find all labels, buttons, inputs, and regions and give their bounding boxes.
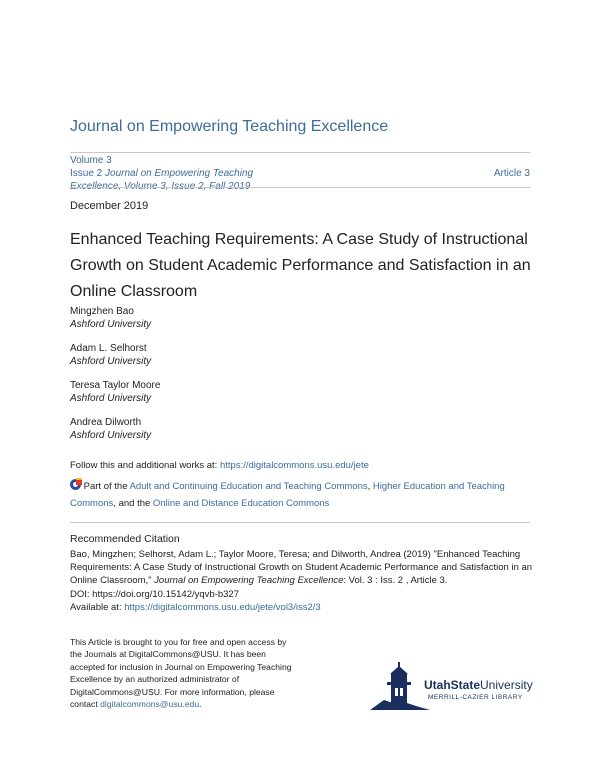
footer-text: This Article is brought to you for free and open access by the Journals at DigitalCommons@USU. It has been accepted for inclusion in Journal on Empowering Teaching Excellence by an authorized administrator of DigitalCommons@USU. For more information, please contact [70,637,292,710]
author-affiliation: Ashford University [70,356,152,367]
volume-link[interactable]: Volume 3 [70,155,112,166]
author-name: Andrea Dilworth [70,417,142,428]
available-link[interactable]: https://digitalcommons.usu.edu/jete/vol3/iss2/3 [124,601,321,613]
journal-title-link[interactable]: Journal on Empowering Teaching Excellence [70,118,389,135]
article-number: Article 3 [493,168,530,179]
article-title: Enhanced Teaching Requirements: A Case Study of Instructional Growth on Student Academic Performance and Satisfaction in an Online Classroom [70,231,531,300]
author-name: Teresa Taylor Moore [70,380,161,391]
citation [70,548,540,614]
logo-name: UtahStateUniversity [424,678,533,692]
issue-title-line1[interactable]: Journal on Empowering Teaching [105,168,254,179]
commons-link[interactable]: Adult and Continuing Education and Teaching Commons [129,481,368,492]
contact-email-link[interactable]: digitalcommons@usu.edu [100,699,200,710]
footer-notice [70,636,295,710]
doi: DOI: https://doi.org/10.15142/yqvb-b327 [70,588,239,600]
citation-heading: Recommended Citation [70,533,180,545]
commons-link[interactable]: Online and Distance Education Commons [152,498,330,509]
follow-link[interactable]: https://digitalcommons.usu.edu/jete [219,460,369,471]
author-name: Mingzhen Bao [70,306,134,317]
authors-list [70,305,160,453]
citation-journal: Journal on Empowering Teaching Excellence [154,575,344,587]
author-affiliation: Ashford University [70,319,152,330]
follow-label: Follow this and additional works at: [70,460,220,471]
follow-line [70,460,369,471]
separator: , [367,481,373,492]
separator: , and the [113,498,153,509]
available-label: Available at: [70,601,125,613]
logo-subtitle: MERRILL-CAZIER LIBRARY [428,694,523,701]
part-of-line [70,478,540,512]
divider [70,522,530,523]
author [70,305,160,342]
divider [70,187,530,188]
issue-link[interactable]: Issue 2 [70,168,103,179]
citation-tail: : Vol. 3 : Iss. 2 , Article 3. [343,575,448,587]
author-affiliation: Ashford University [70,430,152,441]
publication-date: December 2019 [70,200,149,212]
author-affiliation: Ashford University [70,393,152,404]
commons-link[interactable]: Higher Education and Teaching Commons [70,481,505,509]
author [70,416,160,453]
part-of-label: Part of the [83,481,130,492]
author [70,379,160,416]
footer-end: . [199,699,202,710]
divider [70,152,530,153]
usu-library-logo [370,660,535,710]
citation-text: Bao, Mingzhen; Selhorst, Adam L.; Taylor Moore, Teresa; and Dilworth, Andrea (2019) "Enhanced Teaching Requirements: A Case Study of Instructional Growth on Student Academic Performance and Satisfaction in an Online Classroom," [70,549,533,587]
author [70,342,160,379]
old-main-tower-icon [370,660,430,710]
bepress-icon [70,479,81,490]
author-name: Adam L. Selhorst [70,343,147,354]
